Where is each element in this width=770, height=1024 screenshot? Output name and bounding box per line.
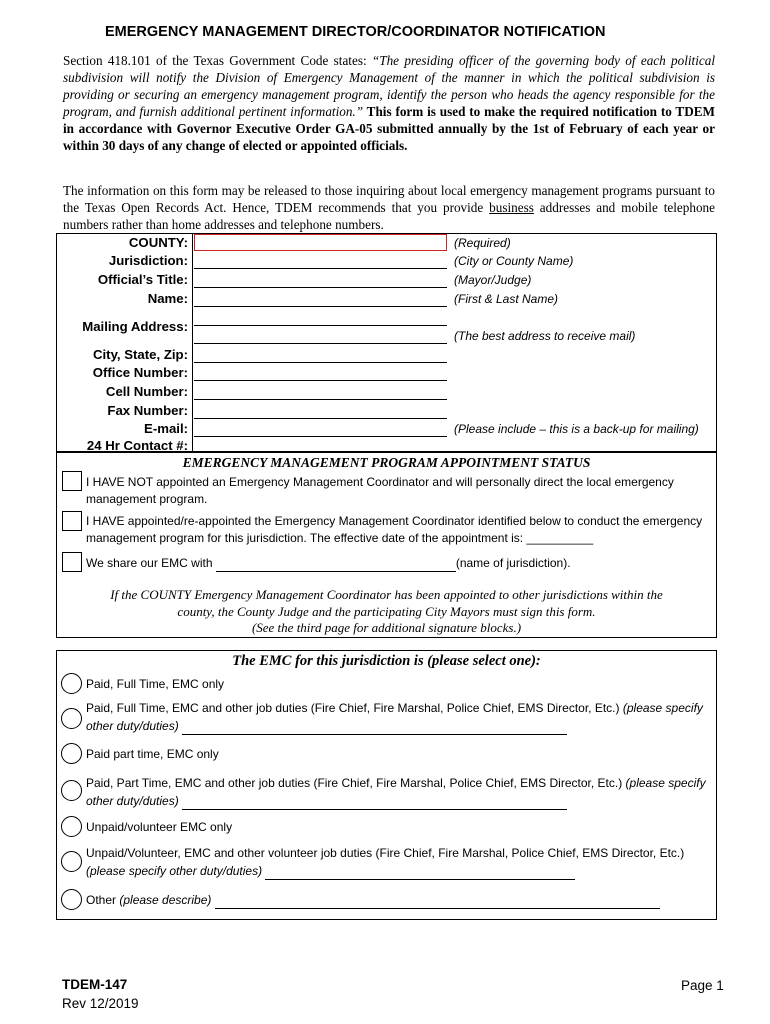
paid-full-other-field[interactable]: [182, 721, 567, 735]
other-hint: (please describe): [119, 893, 212, 907]
not-appointed-checkbox[interactable]: [62, 471, 82, 491]
unpaid-other-hint: (please specify other duty/duties): [86, 864, 263, 878]
form-revision: Rev 12/2019: [62, 996, 139, 1011]
jurisdiction-hint: (City or County Name): [454, 254, 574, 268]
county-note-3: (See the third page for additional signature blocks.): [251, 620, 522, 635]
emc-heading: The EMC for this jurisdiction is (please select one):: [232, 653, 541, 669]
cell-label: Cell Number:: [105, 384, 188, 399]
email-field[interactable]: [194, 420, 447, 437]
contact24-field[interactable]: [194, 438, 447, 452]
paid-full-other-radio[interactable]: [61, 708, 82, 729]
name-hint: (First & Last Name): [454, 292, 559, 306]
office-label: Office Number:: [92, 365, 188, 380]
title-label: Official’s Title:: [97, 272, 188, 287]
paid-part-other-text: Paid, Part Time, EMC and other job duties (Fire Chief, Fire Marshal, Police Chief, EMS Director, Etc.): [86, 776, 626, 790]
unpaid-other-field[interactable]: [265, 866, 575, 880]
contact-table: [56, 233, 717, 452]
cell-field[interactable]: [194, 383, 447, 400]
appointed-text: I HAVE appointed/re-appointed the Emergency Management Coordinator identified below to conduct the emergency management program for this jurisdiction. The effective date of the appointment is: __________: [86, 514, 703, 545]
other-row: [86, 891, 706, 909]
paid-full-emc-only-radio[interactable]: [61, 673, 82, 694]
city-label: City, State, Zip:: [92, 347, 188, 362]
info-before: The information on this form may be released to those inquiring about local emergency management programs pursuant to the Texas Open Records Act. Hence, TDEM recommends that you provide: [63, 183, 715, 215]
paid-full-emc-only-text: Paid, Full Time, EMC only: [86, 677, 225, 691]
info-underlined: business: [489, 200, 534, 215]
footer-form-info: [62, 975, 139, 1013]
mailing-label: Mailing Address:: [82, 319, 188, 334]
info-after: addresses and mobile telephone numbers rather than home addresses and telephone numbers.: [63, 200, 715, 232]
title-field[interactable]: [194, 271, 447, 288]
share-emc-text: We share our EMC with: [86, 556, 216, 570]
mailing-field-1[interactable]: [194, 309, 447, 326]
paid-part-other-row: [86, 774, 716, 810]
county-label: COUNTY:: [128, 235, 188, 250]
intro-plain: Section 418.101 of the Texas Government Code states:: [63, 53, 372, 68]
unpaid-other-row: [86, 844, 706, 880]
share-emc-checkbox[interactable]: [62, 552, 82, 572]
jurisdiction-label: Jurisdiction:: [108, 253, 188, 268]
info-paragraph: [63, 182, 715, 233]
table-divider: [192, 234, 193, 451]
jurisdiction-field[interactable]: [194, 252, 447, 269]
paid-part-emc-only-text: Paid part time, EMC only: [86, 747, 219, 761]
appointed-checkbox[interactable]: [62, 511, 82, 531]
form-title: EMERGENCY MANAGEMENT DIRECTOR/COORDINATOR NOTIFICATION: [105, 24, 606, 40]
appointment-status-box: [56, 452, 717, 638]
county-hint: (Required): [454, 236, 511, 250]
other-field[interactable]: [215, 895, 660, 909]
contact24-label: 24 Hr Contact #:: [86, 438, 188, 453]
paid-full-other-text: Paid, Full Time, EMC and other job duties (Fire Chief, Fire Marshal, Police Chief, EMS Director, Etc.): [86, 701, 623, 715]
unpaid-emc-only-radio[interactable]: [61, 816, 82, 837]
emc-type-box: [56, 650, 717, 920]
unpaid-other-text: Unpaid/Volunteer, EMC and other volunteer job duties (Fire Chief, Fire Marshal, Police Chief, EMS Director, Etc.): [86, 846, 685, 860]
intro-quote: “The presiding officer of the governing body of each political subdivision will notify the Division of Emergency Management of the manner in which the political subdivision is providing or securing an emergency management program, identify the person who heads the agency responsible for the program, and furnish additional pertinent information.”: [63, 53, 715, 119]
page-number: Page 1: [681, 978, 724, 993]
name-label: Name:: [147, 291, 188, 306]
paid-part-other-field[interactable]: [182, 796, 567, 810]
paid-part-emc-only-radio[interactable]: [61, 743, 82, 764]
share-emc-row: [86, 555, 712, 572]
not-appointed-text: I HAVE NOT appointed an Emergency Management Coordinator and will personally direct the local emergency management program.: [86, 475, 674, 506]
share-emc-suffix: (name of jurisdiction).: [455, 556, 571, 570]
unpaid-other-radio[interactable]: [61, 851, 82, 872]
form-id: TDEM-147: [62, 977, 128, 992]
status-heading: EMERGENCY MANAGEMENT PROGRAM APPOINTMENT STATUS: [182, 455, 591, 470]
fax-field[interactable]: [194, 402, 447, 419]
name-field[interactable]: [194, 290, 447, 307]
share-emc-field[interactable]: [216, 558, 456, 572]
county-note-1: If the COUNTY Emergency Management Coordinator has been appointed to other jurisdictions within the: [110, 587, 663, 602]
office-field[interactable]: [194, 364, 447, 381]
intro-bold: This form is used to make the required notification to TDEM in accordance with Governor Executive Order GA-05 submitted annually by the 1st of February of each year or within 30 days of any change of elected or appointed officials.: [63, 104, 715, 153]
unpaid-emc-only-text: Unpaid/volunteer EMC only: [86, 820, 233, 834]
paid-part-other-radio[interactable]: [61, 780, 82, 801]
mailing-field-2[interactable]: [194, 327, 447, 344]
city-field[interactable]: [194, 346, 447, 363]
paid-full-other-hint: (please specify other duty/duties): [86, 701, 703, 733]
paid-full-other-row: [86, 699, 706, 735]
other-text: Other: [86, 893, 120, 907]
fax-label: Fax Number:: [107, 403, 188, 418]
paid-part-other-hint: (please specify other duty/duties): [86, 776, 706, 808]
county-field[interactable]: [194, 234, 447, 251]
mailing-hint: (The best address to receive mail): [454, 329, 636, 343]
title-hint: (Mayor/Judge): [454, 273, 532, 287]
email-label: E-mail:: [144, 421, 188, 436]
email-hint: (Please include – this is a back-up for mailing): [454, 422, 699, 436]
county-note-2: county, the County Judge and the participating City Mayors must sign this form.: [177, 604, 596, 619]
intro-paragraph: [63, 52, 715, 154]
other-radio[interactable]: [61, 889, 82, 910]
